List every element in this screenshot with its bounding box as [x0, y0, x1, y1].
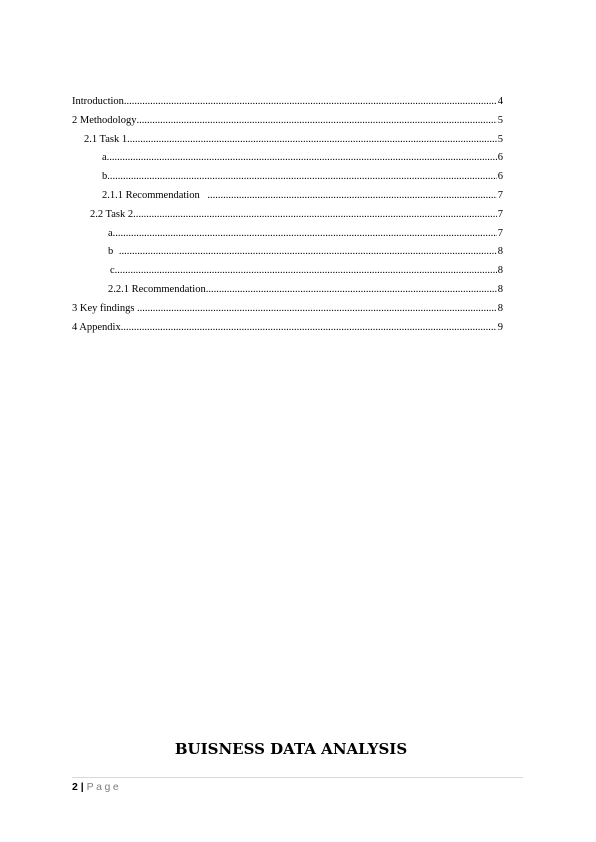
page-separator: |	[80, 781, 84, 793]
toc-leader-dots	[137, 300, 497, 319]
toc-entry-label: b	[108, 246, 116, 258]
page-number-footer	[72, 780, 121, 794]
toc-entry-recommendation-2-2-1[interactable]	[72, 281, 503, 300]
toc-entry-page: 9	[497, 321, 503, 333]
toc-entry-label: a.	[102, 152, 110, 164]
table-of-contents	[72, 93, 503, 337]
toc-leader-dots	[202, 187, 496, 206]
toc-leader-dots	[116, 243, 497, 262]
toc-entry-page: 8	[497, 265, 503, 277]
toc-entry-task-1-b[interactable]	[72, 168, 503, 187]
page-number: 2	[72, 781, 78, 793]
toc-leader-dots	[121, 319, 497, 338]
toc-entry-label: 3 Key findings	[72, 302, 138, 314]
toc-entry-page: 6	[497, 152, 503, 164]
toc-entry-key-findings[interactable]	[72, 300, 503, 319]
toc-entry-page: 7	[497, 227, 503, 239]
toc-entry-label: 2.2.1 Recommendation	[108, 283, 206, 295]
toc-entry-label: 4 Appendix	[72, 321, 121, 333]
toc-entry-label: 2.2 Task 2	[90, 208, 134, 220]
toc-entry-task-2-a[interactable]	[72, 225, 503, 244]
toc-leader-dots	[133, 206, 497, 225]
toc-entry-page: 6	[497, 171, 503, 183]
toc-entry-page: 8	[497, 246, 503, 258]
toc-entry-recommendation-2-1-1[interactable]	[72, 187, 503, 206]
toc-entry-task-1[interactable]	[72, 131, 503, 150]
toc-entry-page: 4	[497, 96, 503, 107]
toc-entry-methodology[interactable]	[72, 112, 503, 131]
toc-entry-page: 5	[497, 114, 503, 126]
toc-entry-task-2-c[interactable]	[72, 262, 503, 281]
toc-entry-label: 2.1 Task 1	[84, 133, 128, 145]
document-footer-title: BUISNESS DATA ANALYSIS	[174, 740, 408, 758]
footer-divider	[72, 777, 523, 778]
toc-leader-dots	[206, 281, 497, 300]
toc-entry-label: 2.1.1 Recommendation	[102, 189, 203, 201]
toc-entry-label: b.	[102, 171, 110, 183]
toc-entry-label: Introduction	[72, 96, 124, 107]
toc-entry-page: 7	[497, 208, 503, 220]
toc-leader-dots	[124, 93, 497, 112]
toc-entry-appendix[interactable]	[72, 319, 503, 338]
toc-leader-dots	[127, 131, 497, 150]
toc-entry-task-1-a[interactable]	[72, 149, 503, 168]
toc-leader-dots	[115, 225, 496, 244]
toc-entry-page: 7	[497, 189, 503, 201]
toc-leader-dots	[136, 112, 496, 131]
toc-entry-label: c.	[110, 265, 118, 277]
toc-entry-introduction[interactable]	[72, 93, 503, 112]
toc-entry-page: 5	[497, 133, 503, 145]
toc-entry-task-2-b[interactable]	[72, 243, 503, 262]
toc-entry-page: 8	[497, 302, 503, 314]
toc-leader-dots	[110, 168, 497, 187]
toc-leader-dots	[109, 149, 496, 168]
page-word: Page	[86, 781, 122, 793]
toc-entry-label: a.	[108, 227, 116, 239]
toc-entry-page: 8	[497, 283, 503, 295]
toc-leader-dots	[117, 262, 496, 281]
toc-entry-label: 2 Methodology	[72, 114, 137, 126]
toc-entry-task-2[interactable]	[72, 206, 503, 225]
